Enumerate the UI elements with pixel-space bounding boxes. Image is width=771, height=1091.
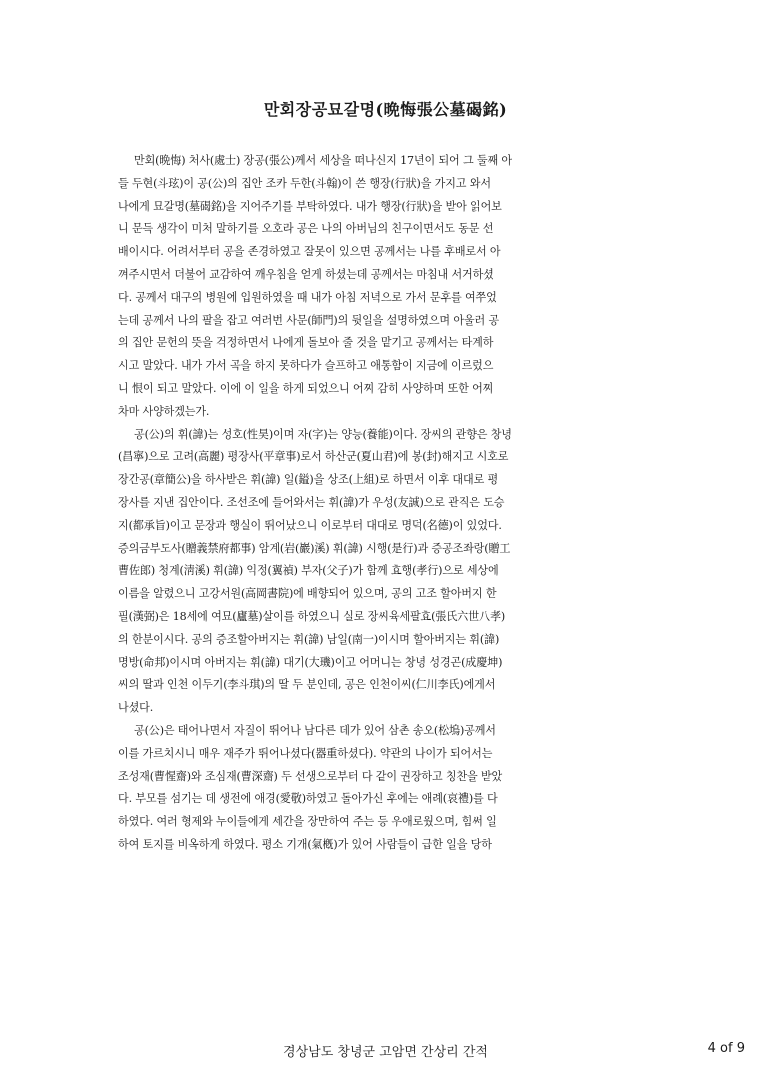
body-line: 씨의 딸과 인천 이두기(李斗琪)의 딸 두 분인데, 공은 인천이씨(仁川李氏)에게서 [118, 678, 496, 692]
body-line: 하여 토지를 비옥하게 하였다. 평소 기개(氣槪)가 있어 사람들이 급한 일을 당하 [118, 837, 492, 851]
body-line: 껴주시면서 더불어 교감하여 깨우침을 얻게 하셨는데 공께서는 마침내 서거하셨 [118, 267, 494, 281]
body-line: 공(公)의 휘(諱)는 성호(性昊)이며 자(字)는 양능(養能)이다. 장씨의 관향은 창녕 [134, 427, 512, 441]
body-line: 나셨다. [118, 701, 154, 715]
body-line: 의 한분이시다. 공의 증조할아버지는 휘(諱) 남일(南一)이시며 할아버지는 휘(諱) [118, 632, 500, 646]
body-line: 니 문득 생각이 미처 말하기를 오호라 공은 나의 아버님의 친구이면서도 동문 선 [118, 222, 494, 236]
document-title: 만회장공묘갈명(晩悔張公墓碣銘) [263, 100, 508, 119]
body-line: 다. 공께서 대구의 병원에 입원하였을 때 내가 아침 저녁으로 가서 문후를 여쭈었 [118, 290, 497, 304]
body-line: 나에게 묘갈명(墓碣銘)을 지어주기를 부탁하였다. 내가 행장(行狀)을 받아 읽어보 [118, 199, 502, 213]
body-line: 지(都承旨)이고 문장과 행실이 뛰어났으니 이로부터 대대로 명덕(名德)이 있었다. [118, 518, 502, 532]
body-line: 증의금부도사(贈義禁府都事) 암계(岩(巖)溪) 휘(諱) 시행(是行)과 증공조좌랑(贈工 [118, 541, 511, 555]
body-line: 시고 말았다. 내가 가서 곡을 하지 못하다가 슬프하고 애통함이 지금에 이르렀으 [118, 359, 494, 373]
document-body [118, 150, 638, 857]
body-line: 이를 가르치시니 매우 재주가 뛰어나셨다(器重하셨다). 약관의 나이가 되어서는 [118, 746, 493, 760]
body-line: 명방(命邦)이시며 아버지는 휘(諱) 대기(大璣)이고 어머니는 창녕 성경곤(成慶坤) [118, 655, 503, 669]
body-line: 다. 부모를 섬기는 데 생전에 애경(愛敬)하였고 돌아가신 후에는 애례(哀禮)를 다 [118, 792, 498, 806]
body-line: 니 恨이 되고 말았다. 이에 이 일을 하게 되었으니 어찌 감히 사양하며 또한 어찌 [118, 381, 494, 395]
body-line: 장사를 지낸 집안이다. 조선조에 들어와서는 휘(諱)가 우성(友誠)으로 관직은 도승 [118, 495, 505, 509]
body-line: 필(漢弼)은 18세에 여묘(廬墓)살이를 하였으니 실로 장씨육세팔효(張氏六世八孝) [118, 609, 506, 623]
body-line: 장간공(章簡公)을 하사받은 휘(諱) 일(鎰)을 상조(上組)로 하면서 이후 대대로 평 [118, 473, 499, 487]
body-line: 하였다. 여러 형제와 누이들에게 세간을 장만하여 주는 등 우애로웠으며, 힘써 일 [118, 815, 497, 829]
footer-title: 경상남도 창녕군 고암면 간상리 간적 [283, 1045, 488, 1060]
page-number: 4 of 9 [707, 1041, 745, 1056]
body-line: 공(公)은 태어나면서 자질이 뛰어나 남다른 데가 있어 삼촌 송오(松塢)공께서 [134, 723, 496, 737]
page-footer [0, 1041, 771, 1061]
body-line: 차마 사양하겠는가. [118, 404, 210, 418]
body-line: 배이시다. 어려서부터 공을 존경하였고 잘못이 있으면 공께서는 나를 후배로서 아 [118, 245, 501, 259]
body-line: 들 두현(斗玹)이 공(公)의 집안 조카 두한(斗翰)이 쓴 행장(行狀)을 가지고 와서 [118, 176, 491, 190]
body-line: 조성재(曹惺齋)와 조심재(曹深齋) 두 선생으로부터 다 같이 권장하고 칭찬을 받았 [118, 769, 503, 783]
body-line: 만회(晩悔) 처사(處士) 장공(張公)께서 세상을 떠나신지 17년이 되어 그 둘째 아 [134, 154, 512, 167]
body-line: 의 집안 문헌의 뜻을 걱정하면서 나에게 돌보아 줄 것을 맡기고 공께서는 타계하 [118, 336, 494, 350]
body-line: 이름을 알렸으니 고강서원(高岡書院)에 배향되어 있으며, 공의 고조 할아버지 한 [118, 587, 497, 601]
body-line: 는데 공께서 나의 팔을 잡고 여러번 사문(師門)의 뒷일을 설명하였으며 아울러 공 [118, 313, 500, 327]
body-line: (昌寧)으로 고려(高麗) 평장사(平章事)로서 하산군(夏山君)에 봉(封)해지고 시호로 [118, 450, 509, 464]
body-line: 曹佐郎) 청계(淸溪) 휘(諱) 익정(翼禎) 부자(父子)가 함께 효행(孝行)으로 세상에 [118, 564, 499, 578]
